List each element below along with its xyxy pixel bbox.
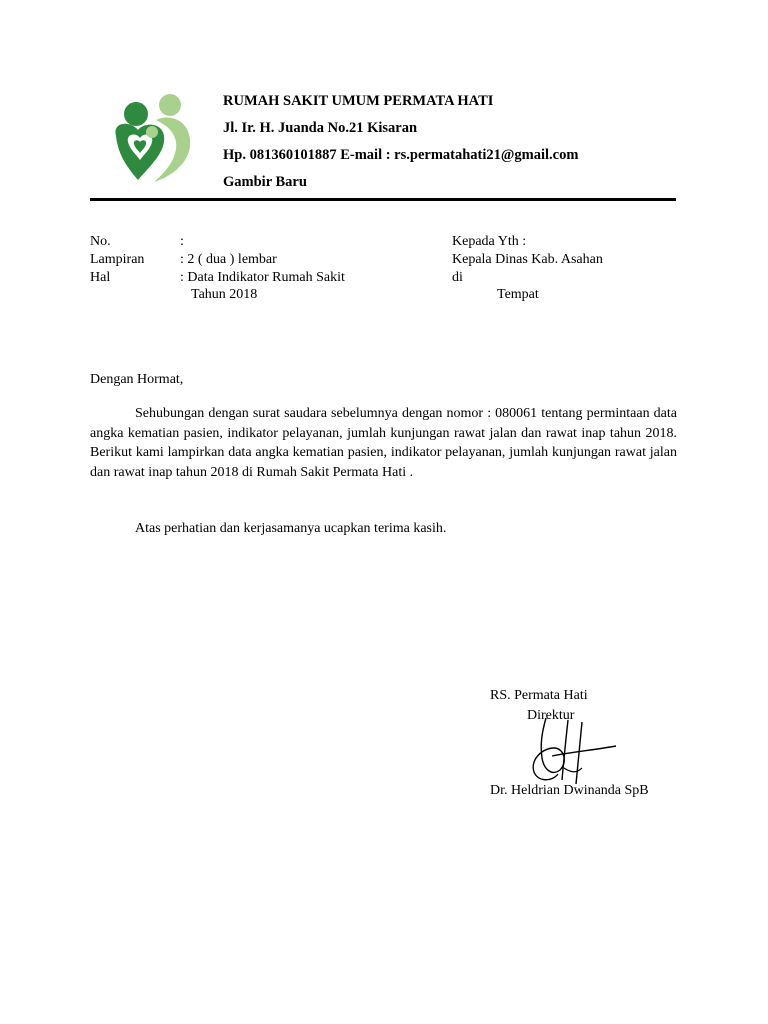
signature-org: RS. Permata Hati (490, 688, 588, 703)
letterhead-divider (90, 198, 676, 201)
hal-value: : Data Indikator Rumah Sakit (180, 270, 345, 285)
recipient-line-4: Tempat (497, 287, 539, 302)
no-value: : (180, 234, 184, 249)
hospital-logo-icon (108, 92, 196, 184)
hal-value-year: Tahun 2018 (191, 287, 258, 302)
body-paragraph-1: Sehubungan dengan surat saudara sebelumnya dengan nomor : 080061 tentang permintaan data angka kematian pasien, indikator pelayanan, jumlah kunjungan rawat jalan dan rawat inap tahun 2018. Berikut kami lampirkan data angka kematian pasien, indikator pelayanan, jumlah kunjungan rawat jalan dan rawat inap tahun 2018 di Rumah Sakit Permata Hati . (90, 406, 677, 480)
recipient-line-2: Kepala Dinas Kab. Asahan (452, 252, 603, 267)
hospital-area: Gambir Baru (223, 174, 307, 190)
recipient-line-1: Kepada Yth : (452, 234, 527, 249)
handwritten-signature-icon (512, 712, 628, 790)
signature-title: Direktur (527, 708, 575, 723)
lampiran-value: : 2 ( dua ) lembar (180, 252, 277, 267)
no-label: No. (90, 234, 111, 249)
lampiran-label: Lampiran (90, 252, 145, 267)
greeting: Dengan Hormat, (90, 372, 184, 387)
signature-name: Dr. Heldrian Dwinanda SpB (490, 783, 649, 798)
body-paragraph-2: Atas perhatian dan kerjasamanya ucapkan terima kasih. (135, 521, 447, 536)
hospital-name: RUMAH SAKIT UMUM PERMATA HATI (223, 93, 494, 109)
hospital-contact: Hp. 081360101887 E-mail : rs.permatahati21@gmail.com (223, 147, 579, 163)
hal-label: Hal (90, 270, 111, 285)
recipient-line-3: di (452, 270, 463, 285)
hospital-address: Jl. Ir. H. Juanda No.21 Kisaran (223, 120, 418, 136)
